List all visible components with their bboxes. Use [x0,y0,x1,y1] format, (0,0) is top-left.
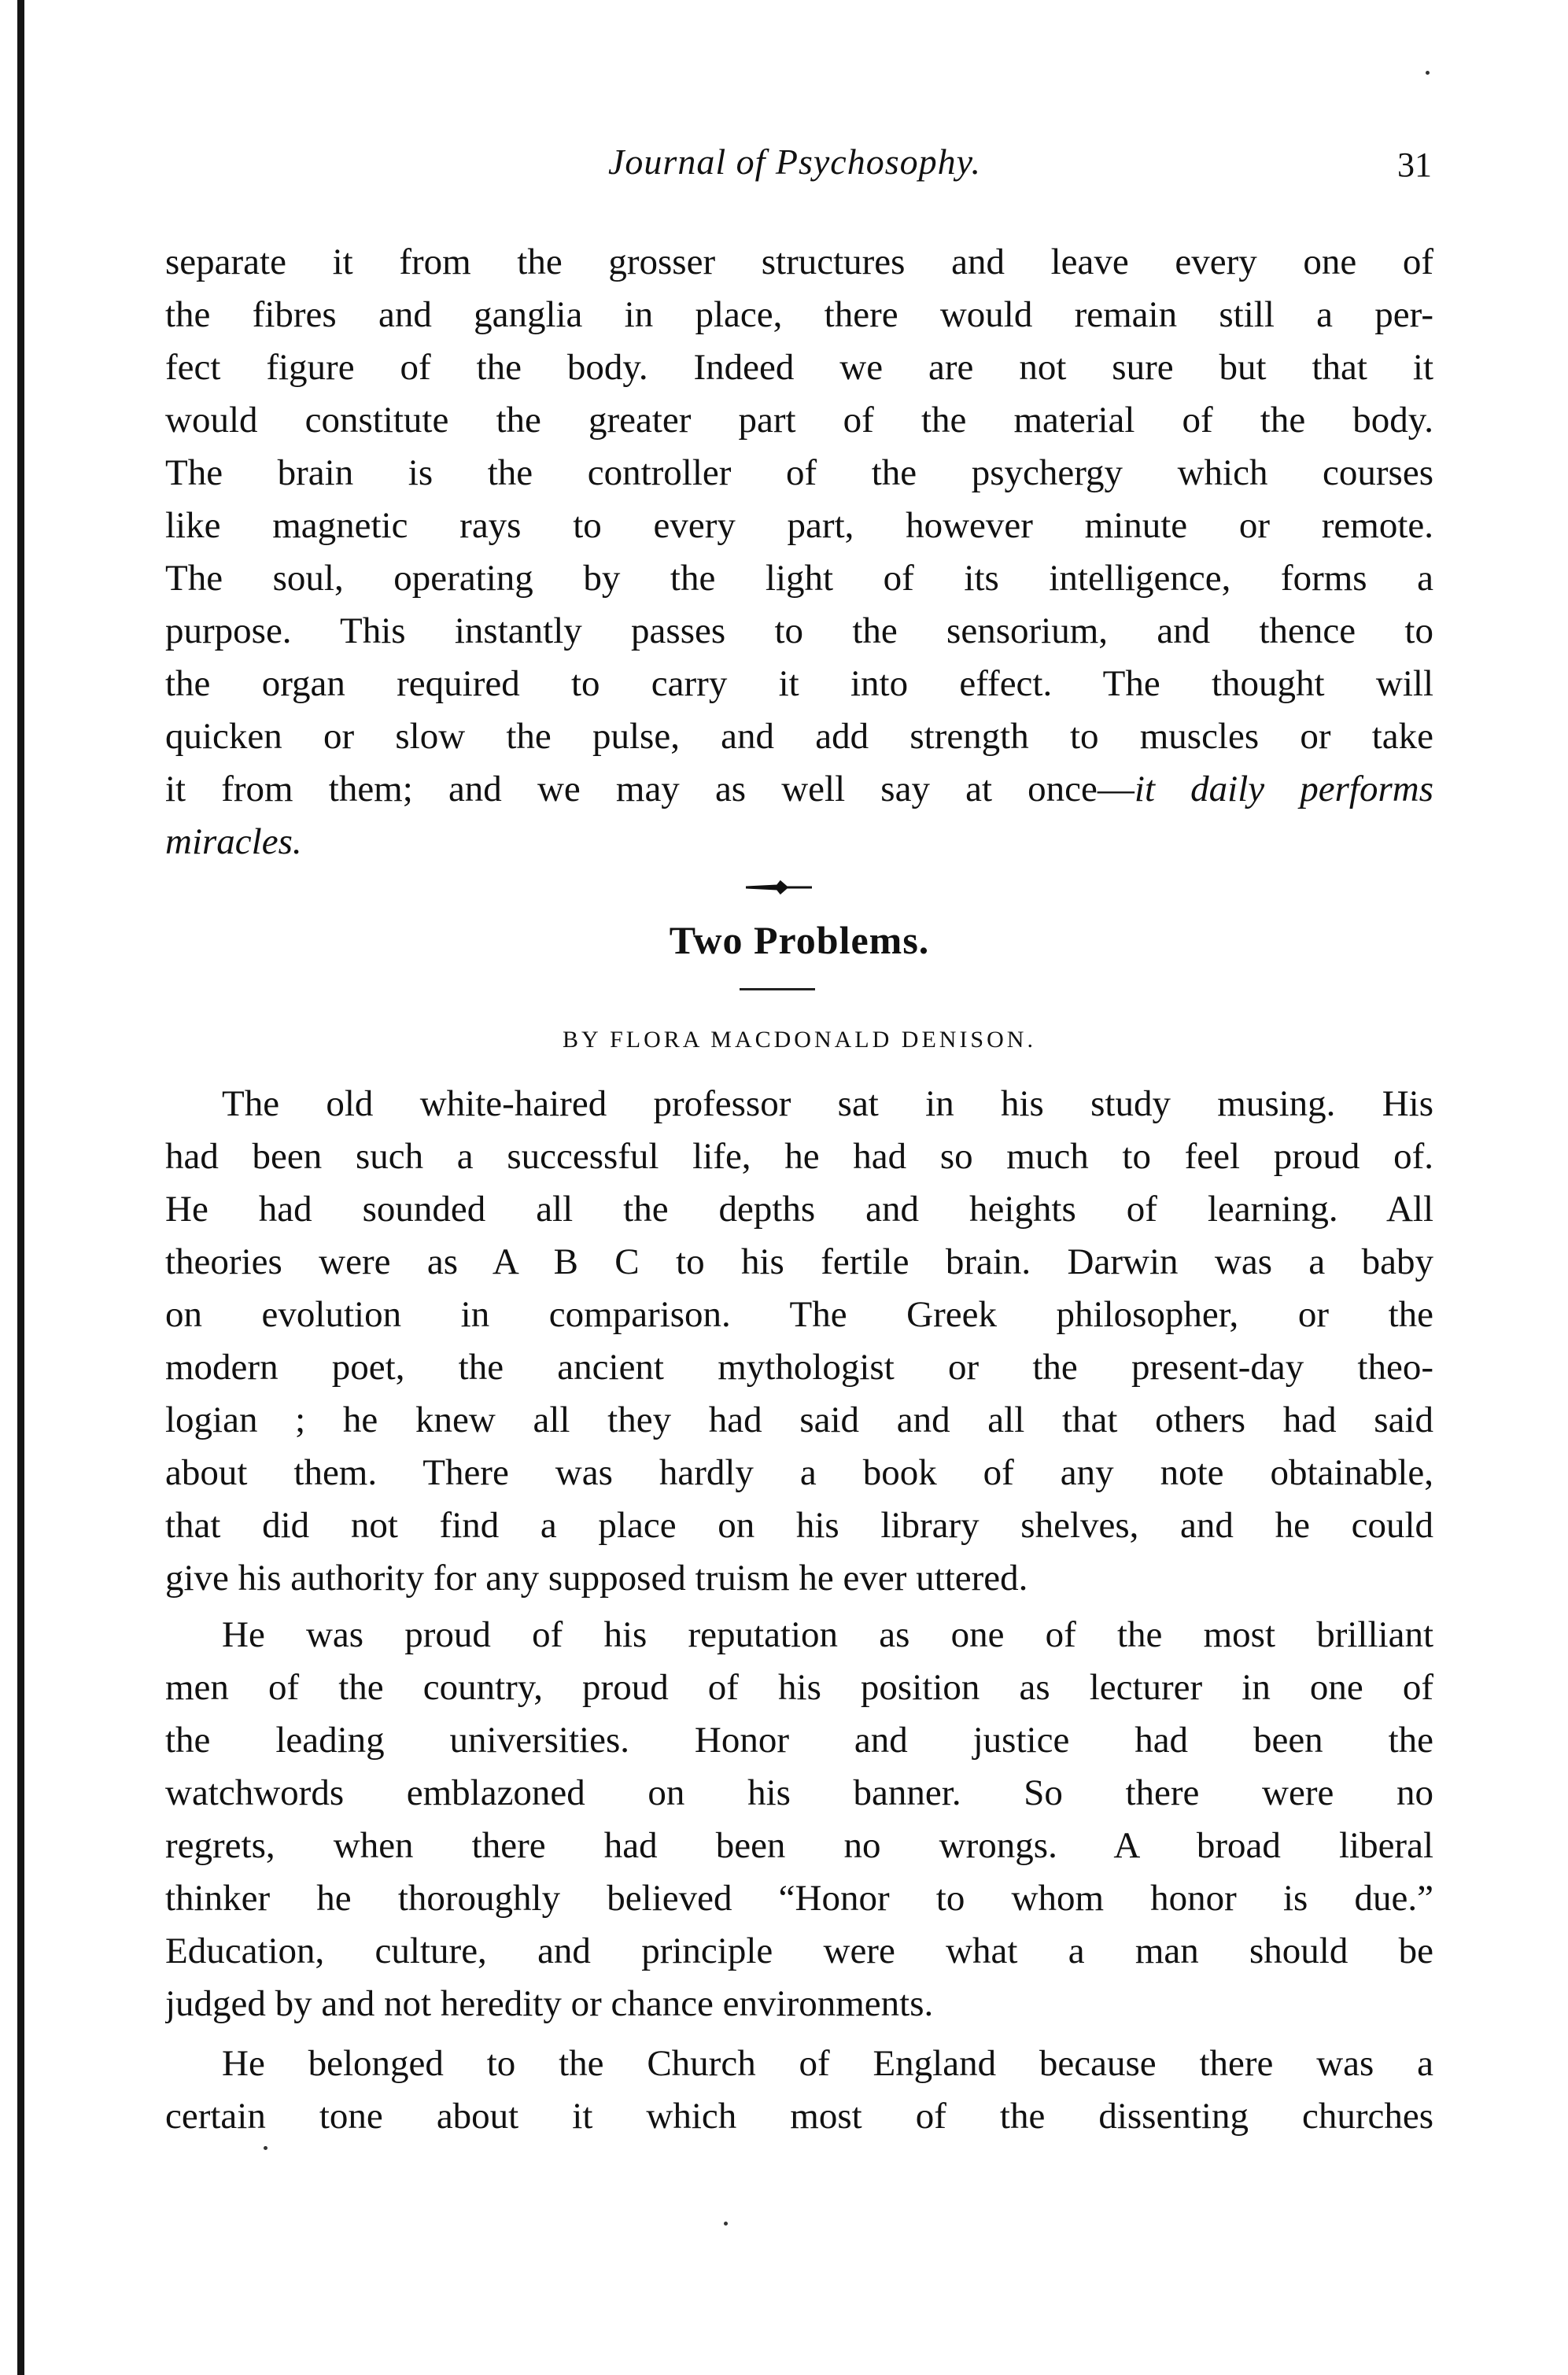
text-line: Education, culture, and principle were what a man should be [165,1931,1433,1971]
print-speck [724,2222,728,2226]
text-line: purpose. This instantly passes to the sensorium, and thence to [165,610,1433,651]
text-line: He belonged to the Church of England because there was a [222,2043,1433,2084]
text-line: the fibres and ganglia in place, there would remain still a per- [165,294,1433,335]
article-byline: BY FLORA MACDONALD DENISON. [563,1027,1036,1053]
text-line: The old white-haired professor sat in his study musing. His [222,1083,1433,1124]
text-line: miracles. [165,821,302,862]
text-line: separate it from the grosser structures and leave every one of [165,242,1433,282]
text-line: like magnetic rays to every part, however minute or remote. [165,505,1433,546]
text-line: about them. There was hardly a book of any note obtainable, [165,1452,1433,1493]
page-edge [17,0,24,2375]
running-head [165,138,1432,194]
text-line: The brain is the controller of the psychergy which courses [165,452,1433,493]
print-speck [264,2146,267,2150]
text-line: the leading universities. Honor and justice had been the [165,1720,1433,1761]
text-line: He was proud of his reputation as one of the most brilliant [222,1614,1433,1655]
page-number: 31 [1397,146,1432,184]
journal-title: Journal of Psychosophy. [608,142,981,182]
text-line: give his authority for any supposed truism he ever uttered. [165,1558,1028,1599]
print-speck [1426,71,1430,75]
text-line: had been such a successful life, he had so much to feel proud of. [165,1136,1433,1177]
text-line: fect figure of the body. Indeed we are not sure but that it [165,347,1433,388]
section-ornament [746,880,812,895]
article-title: Two Problems. [669,918,930,962]
text-line: men of the country, proud of his position as lecturer in one of [165,1667,1433,1708]
text-line: He had sounded all the depths and heights of learning. All [165,1189,1433,1230]
text-line: judged by and not heredity or chance environments. [165,1983,934,2024]
text-line: quicken or slow the pulse, and add strength to muscles or take [165,716,1433,757]
paragraph [165,1078,1433,1605]
text-line: The soul, operating by the light of its intelligence, forms a [165,558,1433,599]
continued-paragraph [165,236,1433,868]
text-line: that did not find a place on his library shelves, and he could [165,1505,1433,1546]
text-line: certain tone about it which most of the dissenting churches [165,2096,1433,2137]
text-line: on evolution in comparison. The Greek philosopher, or the [165,1294,1433,1335]
text-line: the organ required to carry it into effect. The thought will [165,663,1433,704]
text-line: regrets, when there had been no wrongs. A broad liberal [165,1825,1433,1866]
paragraph [165,2038,1433,2143]
text-line: modern poet, the ancient mythologist or the present-day theo- [165,1347,1433,1388]
text-line: watchwords emblazoned on his banner. So there were no [165,1772,1433,1813]
text-line: thinker he thoroughly believed “Honor to whom honor is due.” [165,1878,1433,1919]
title-rule [740,988,815,990]
text-line: logian ; he knew all they had said and all that others had said [165,1400,1433,1440]
paragraph [165,1609,1433,2030]
text-line: theories were as A B C to his fertile brain. Darwin was a baby [165,1241,1433,1282]
text-line: it from them; and we may as well say at once—it daily performs [165,769,1433,809]
text-line: would constitute the greater part of the material of the body. [165,400,1433,441]
